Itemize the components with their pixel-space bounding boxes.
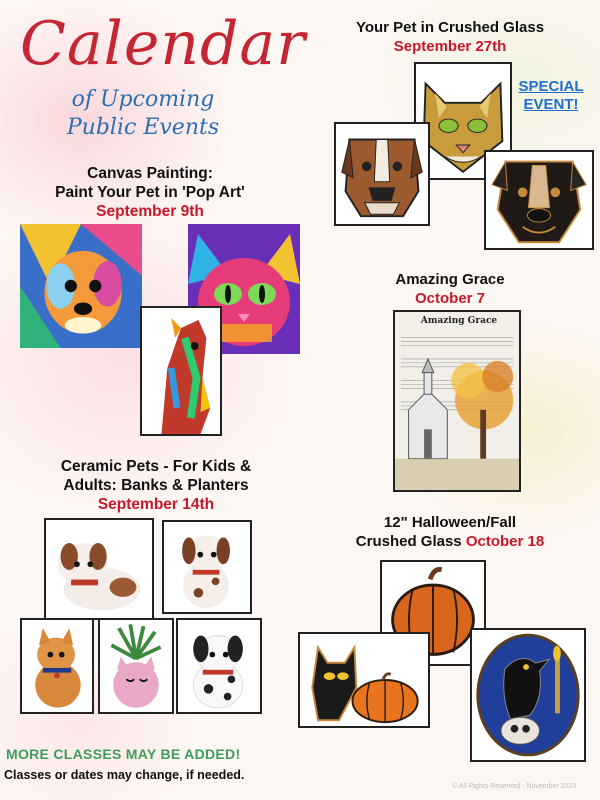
canvas-event-heading xyxy=(30,164,270,221)
ceramic-planter-image xyxy=(98,618,174,714)
halloween-event-heading xyxy=(320,513,580,551)
halloween-line-2-row xyxy=(320,532,580,551)
glass-boxer-image xyxy=(334,122,430,226)
pop-art-dog-image xyxy=(20,224,142,348)
ceramic-event-heading xyxy=(36,457,276,514)
canvas-line-1: Canvas Painting: xyxy=(87,165,213,182)
ceramic-date: September 14th xyxy=(97,496,215,513)
ceramic-bulldog-image xyxy=(44,518,154,620)
more-classes-notice: MORE CLASSES MAY BE ADDED! xyxy=(6,746,241,762)
special-line-1: SPECIAL xyxy=(518,78,584,95)
halloween-line-2: Crushed Glass xyxy=(355,533,462,550)
glass-black-cat-image xyxy=(298,632,430,728)
special-line-2: EVENT! xyxy=(523,96,579,113)
halloween-line-1: 12" Halloween/Fall xyxy=(383,514,517,531)
subtitle-line-2: Public Events xyxy=(66,115,220,140)
copyright-text: © All Rights Reserved - November 2023 xyxy=(452,783,577,790)
halloween-date: October 18 xyxy=(465,533,545,550)
amazing-grace-image xyxy=(393,310,521,492)
pop-art-horse-image xyxy=(140,306,222,436)
subtitle-line-1: of Upcoming xyxy=(71,87,215,112)
crushed-line-1: Your Pet in Crushed Glass xyxy=(355,19,545,36)
schedule-change-note: Classes or dates may change, if needed. xyxy=(4,768,245,782)
crushed-date: September 27th xyxy=(393,38,507,55)
calendar-subtitle xyxy=(38,86,248,142)
crushed-event-heading xyxy=(325,18,575,56)
canvas-line-2: Paint Your Pet in 'Pop Art' xyxy=(55,184,245,201)
canvas-date: September 9th xyxy=(96,203,204,220)
sheet-music-title: Amazing Grace xyxy=(420,316,498,326)
glass-raven-image xyxy=(470,628,586,762)
special-event-badge xyxy=(512,78,590,114)
ceramic-spotted-dog-image xyxy=(162,520,252,614)
grace-line-1: Amazing Grace xyxy=(395,271,505,288)
glass-pitbull-image xyxy=(484,150,594,250)
ceramic-line-2: Adults: Banks & Planters xyxy=(63,477,249,494)
grace-event-heading xyxy=(370,270,530,308)
calendar-title: Calendar xyxy=(20,9,306,79)
ceramic-line-1: Ceramic Pets - For Kids & xyxy=(60,458,252,475)
ceramic-dalmatian-image xyxy=(176,618,262,714)
ceramic-cat-image xyxy=(20,618,94,714)
grace-date: October 7 xyxy=(414,290,486,307)
